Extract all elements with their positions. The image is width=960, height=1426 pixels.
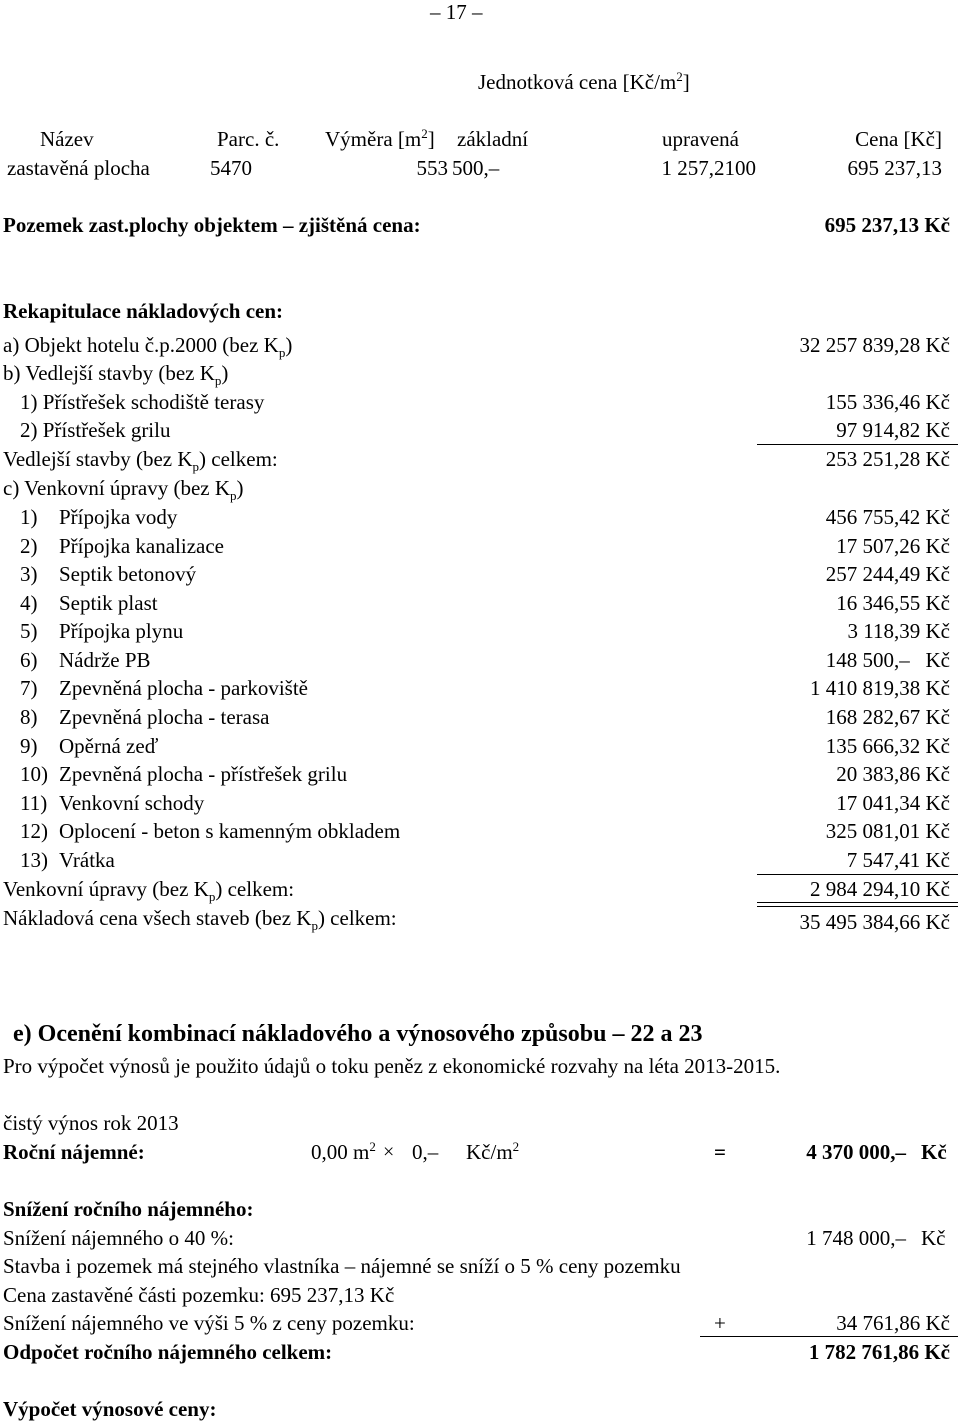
outdoor-item-label: Opěrná zeď	[59, 734, 159, 758]
ancillary-item-label: 2) Přístřešek grilu	[20, 418, 171, 442]
outdoor-item-label: Přípojka vody	[59, 505, 178, 529]
outdoor-item-num: 3)	[20, 562, 38, 586]
sum-rule	[700, 1336, 958, 1337]
owner-note: Stavba i pozemek má stejného vlastníka – nájemné se sníží o 5 % ceny pozemku	[3, 1254, 681, 1278]
reduction-5-value: 34 761,86 Kč	[836, 1311, 950, 1335]
outdoor-item-value: 3 118,39 Kč	[847, 619, 950, 643]
outdoor-item-label: Zpevněná plocha - terasa	[59, 705, 270, 729]
ancillary-total-label: Vedlejší stavby (bez $K_p$) celkem:	[3, 447, 278, 474]
outdoor-item-value: 17 507,26 Kč	[836, 534, 950, 558]
outdoor-item-num: 13)	[20, 848, 48, 872]
page-number: – 17 –	[430, 0, 483, 24]
outdoor-total-value: 2 984 294,10 Kč	[810, 877, 950, 901]
outdoor-item-value: 1 410 819,38 Kč	[810, 676, 950, 700]
outdoor-item-num: 12)	[20, 819, 48, 843]
annual-rent-value: 4 370 000,–	[806, 1140, 906, 1164]
net-yield-year: čistý výnos rok 2013	[3, 1111, 179, 1135]
land-total-value: 695 237,13 Kč	[824, 213, 950, 237]
outdoor-item-num: 2)	[20, 534, 38, 558]
outdoor-item-label: Septik plast	[59, 591, 158, 615]
sum-rule	[757, 444, 958, 445]
annual-rent-unit: $Kč/m^2$	[466, 1139, 520, 1164]
outdoor-item-label: Zpevněná plocha - přístřešek grilu	[59, 762, 348, 786]
col-header-basic: základní	[457, 127, 529, 151]
outdoor-item-num: 7)	[20, 676, 38, 700]
ancillary-item-value: 97 914,82 Kč	[836, 418, 950, 442]
outdoor-item-value: 325 081,01 Kč	[825, 819, 950, 843]
deduction-total-label: Odpočet ročního nájemného celkem:	[3, 1340, 333, 1364]
outdoor-item-label: Nádrže PB	[59, 648, 151, 672]
outdoor-item-value: 7 547,41 Kč	[846, 848, 950, 872]
outdoor-item-value: 168 282,67 Kč	[825, 705, 950, 729]
annual-rent-label: Roční nájemné:	[3, 1140, 145, 1164]
section-e-intro: Pro výpočet výnosů je použito údajů o toku peněz z ekonomické rozvahy na léta 2013-2015.	[3, 1054, 781, 1078]
outdoor-item-value: 456 755,42 Kč	[825, 505, 950, 529]
row-area: 553	[416, 156, 448, 180]
deduction-total-value: 1 782 761,86 Kč	[808, 1340, 950, 1364]
land-total-label: Pozemek zast.plochy objektem – zjištěná cena:	[3, 213, 421, 237]
row-adjusted: 1 257,2100	[661, 156, 756, 180]
multiply-sign: ×	[383, 1141, 395, 1163]
outdoor-item-num: 6)	[20, 648, 38, 672]
outdoor-item-num: 1)	[20, 505, 38, 529]
outdoor-item-num: 4)	[20, 591, 38, 615]
land-part-price: Cena zastavěné části pozemku: 695 237,13 Kč	[3, 1283, 395, 1307]
outdoor-total-label: Venkovní úpravy (bez $K_p$) celkem:	[3, 877, 295, 904]
row-parcel: 5470	[210, 156, 252, 180]
outdoor-item-num: 8)	[20, 705, 38, 729]
annual-rent-currency: Kč	[921, 1140, 947, 1164]
plus-sign: +	[714, 1311, 726, 1335]
equals-sign: =	[714, 1140, 726, 1164]
hotel-label: a) Objekt hotelu č.p.2000 (bez $K_p$)	[3, 333, 293, 360]
ancillary-total-value: 253 251,28 Kč	[825, 447, 950, 471]
col-header-name: Název	[40, 127, 94, 151]
grand-total-value: 35 495 384,66 Kč	[799, 910, 950, 934]
row-basic: 500,–	[452, 156, 500, 180]
outdoor-item-num: 10)	[20, 762, 48, 786]
outdoor-item-value: 16 346,55 Kč	[836, 591, 950, 615]
outdoor-item-label: Septik betonový	[59, 562, 197, 586]
outdoor-item-num: 11)	[20, 791, 48, 815]
outdoor-item-label: Zpevněná plocha - parkoviště	[59, 676, 308, 700]
outdoor-item-value: 20 383,86 Kč	[836, 762, 950, 786]
col-header-adjusted: upravená	[662, 127, 739, 151]
annual-rent-rate: 0,–	[412, 1140, 439, 1164]
ancillary-item-value: 155 336,46 Kč	[825, 390, 950, 414]
outdoor-item-label: Oplocení - beton s kamenným obkladem	[59, 819, 401, 843]
annual-rent-area: 0,00 $m^2$	[311, 1139, 376, 1164]
hotel-value: 32 257 839,28 Kč	[799, 333, 950, 357]
reduction-40-value: 1 748 000,–	[806, 1226, 906, 1250]
reduction-5-label: Snížení nájemného ve výši 5 % z ceny pozemku:	[3, 1311, 415, 1335]
outdoor-item-label: Venkovní schody	[59, 791, 205, 815]
section-e-heading: e) Ocenění kombinací nákladového a výnosového způsobu – 22 a 23	[13, 1021, 703, 1047]
outdoor-item-value: 257 244,49 Kč	[825, 562, 950, 586]
outdoor-item-num: 9)	[20, 734, 38, 758]
outdoor-item-value: 135 666,32 Kč	[825, 734, 950, 758]
outdoor-item-value: 17 041,34 Kč	[836, 791, 950, 815]
reduction-40-label: Snížení nájemného o 40 %:	[3, 1226, 234, 1250]
reduction-title: Snížení ročního nájemného:	[3, 1197, 254, 1221]
outdoor-item-label: Přípojka plynu	[59, 619, 184, 643]
outdoor-header: c) Venkovní úpravy (bez $K_p$)	[3, 476, 244, 503]
double-rule	[757, 902, 958, 907]
unit-price-header: Jednotková cena $[Kč/m^2]$	[478, 69, 690, 94]
reduction-40-currency: Kč	[921, 1226, 946, 1250]
ancillary-item-label: 1) Přístřešek schodiště terasy	[20, 390, 265, 414]
ancillary-header: b) Vedlejší stavby (bez $K_p$)	[3, 361, 229, 388]
recap-title: Rekapitulace nákladových cen:	[3, 299, 284, 323]
row-price: 695 237,13	[847, 156, 942, 180]
row-name: zastavěná plocha	[7, 156, 150, 180]
col-header-parcel: Parc. č.	[217, 127, 280, 151]
grand-total-label: Nákladová cena všech staveb (bez $K_p$) celkem:	[3, 906, 397, 933]
col-header-area: Výměra $[m^2]$	[325, 126, 435, 151]
col-header-price: Cena [Kč]	[855, 127, 942, 151]
sum-rule	[757, 874, 958, 875]
outdoor-item-value: 148 500,– Kč	[825, 648, 950, 672]
outdoor-item-label: Přípojka kanalizace	[59, 534, 225, 558]
yield-price-title: Výpočet výnosové ceny:	[3, 1397, 217, 1421]
outdoor-item-num: 5)	[20, 619, 38, 643]
outdoor-item-label: Vrátka	[59, 848, 115, 872]
